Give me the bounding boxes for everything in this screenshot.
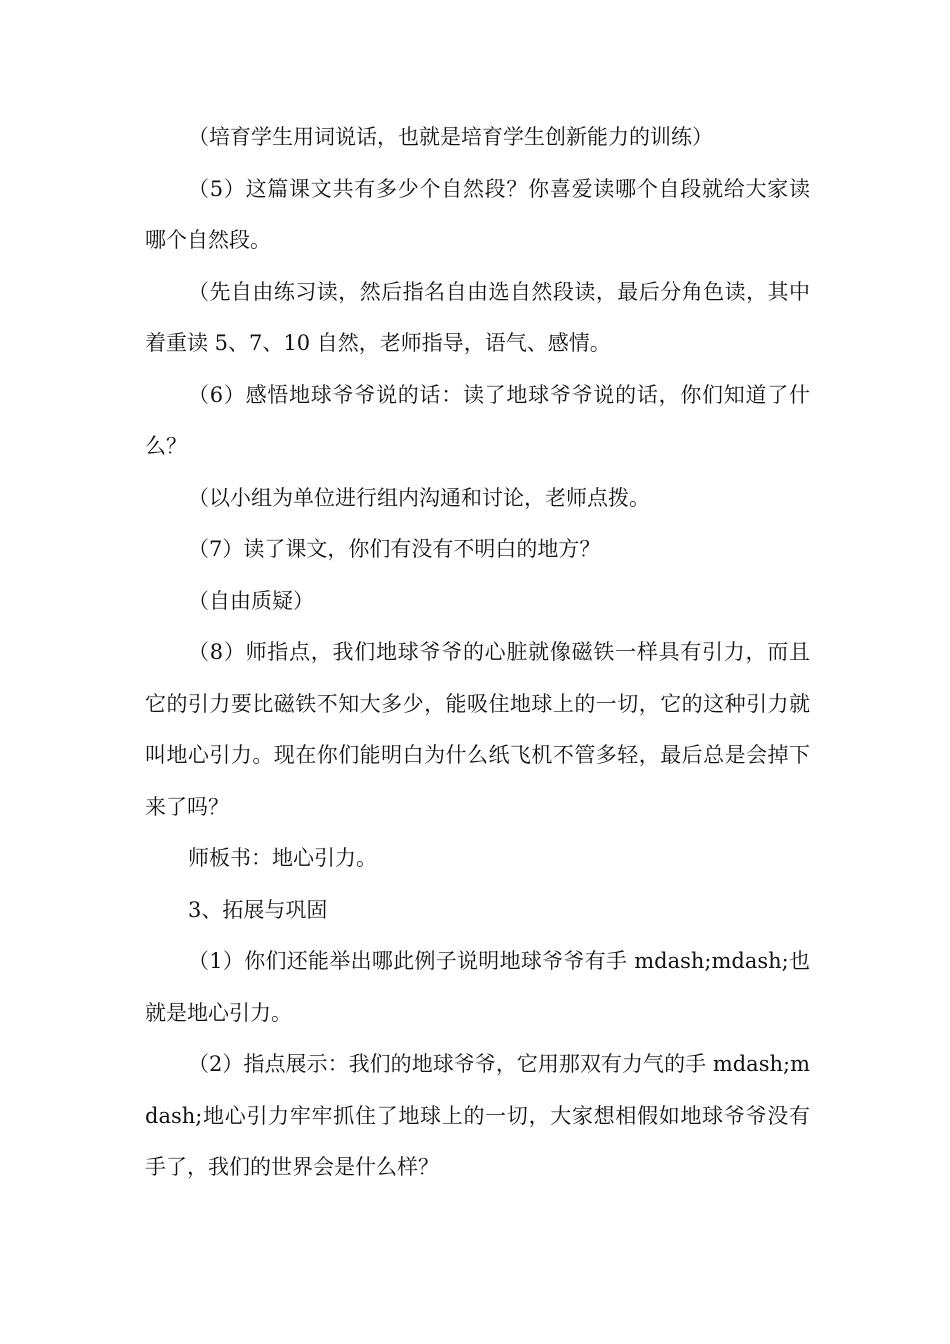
paragraph-1: （培育学生用词说话，也就是培育学生创新能力的训练） [188,125,713,149]
paragraph-10: （1）你们还能举出哪此例子说明地球爷爷有手 mdash;mdash;也就是地心引力。 [145,949,810,1025]
paragraph-5: （以小组为单位进行组内沟通和讨论，老师点拨。 [188,485,650,510]
paragraph-2: （5）这篇课文共有多少个自然段？你喜爱读哪个自段就给大家读哪个自然段。 [145,176,810,252]
paragraph-6: （7）读了课文，你们有没有不明白的地方？ [188,537,601,561]
paragraph-4: （6）感悟地球爷爷说的话：读了地球爷爷说的话，你们知道了什么？ [145,382,810,458]
paragraph-9: 师板书：地心引力。 [188,846,377,870]
paragraph-8: （8）师指点，我们地球爷爷的心脏就像磁铁一样具有引力，而且它的引力要比磁铁不知大多少，能吸住地球上的一切，它的这种引力就叫地心引力。现在你们能明白为什么纸飞机不管多轻，最后总是会掉下来了吗？ [145,640,810,819]
paragraph-11: （2）指点展示：我们的地球爷爷，它用那双有力气的手 mdash;mdash;地心引力牢牢抓住了地球上的一切，大家想相假如地球爷爷没有手了，我们的世界会是什么样？ [145,1052,810,1179]
paragraph-7: （自由质疑） [188,588,314,613]
document-body [145,112,810,1194]
section-heading: 3、拓展与巩固 [188,897,328,922]
paragraph-3: （先自由练习读，然后指名自由选自然段读，最后分角色读，其中着重读 5、7、10 自然，老师指导，语气、感情。 [145,279,810,355]
